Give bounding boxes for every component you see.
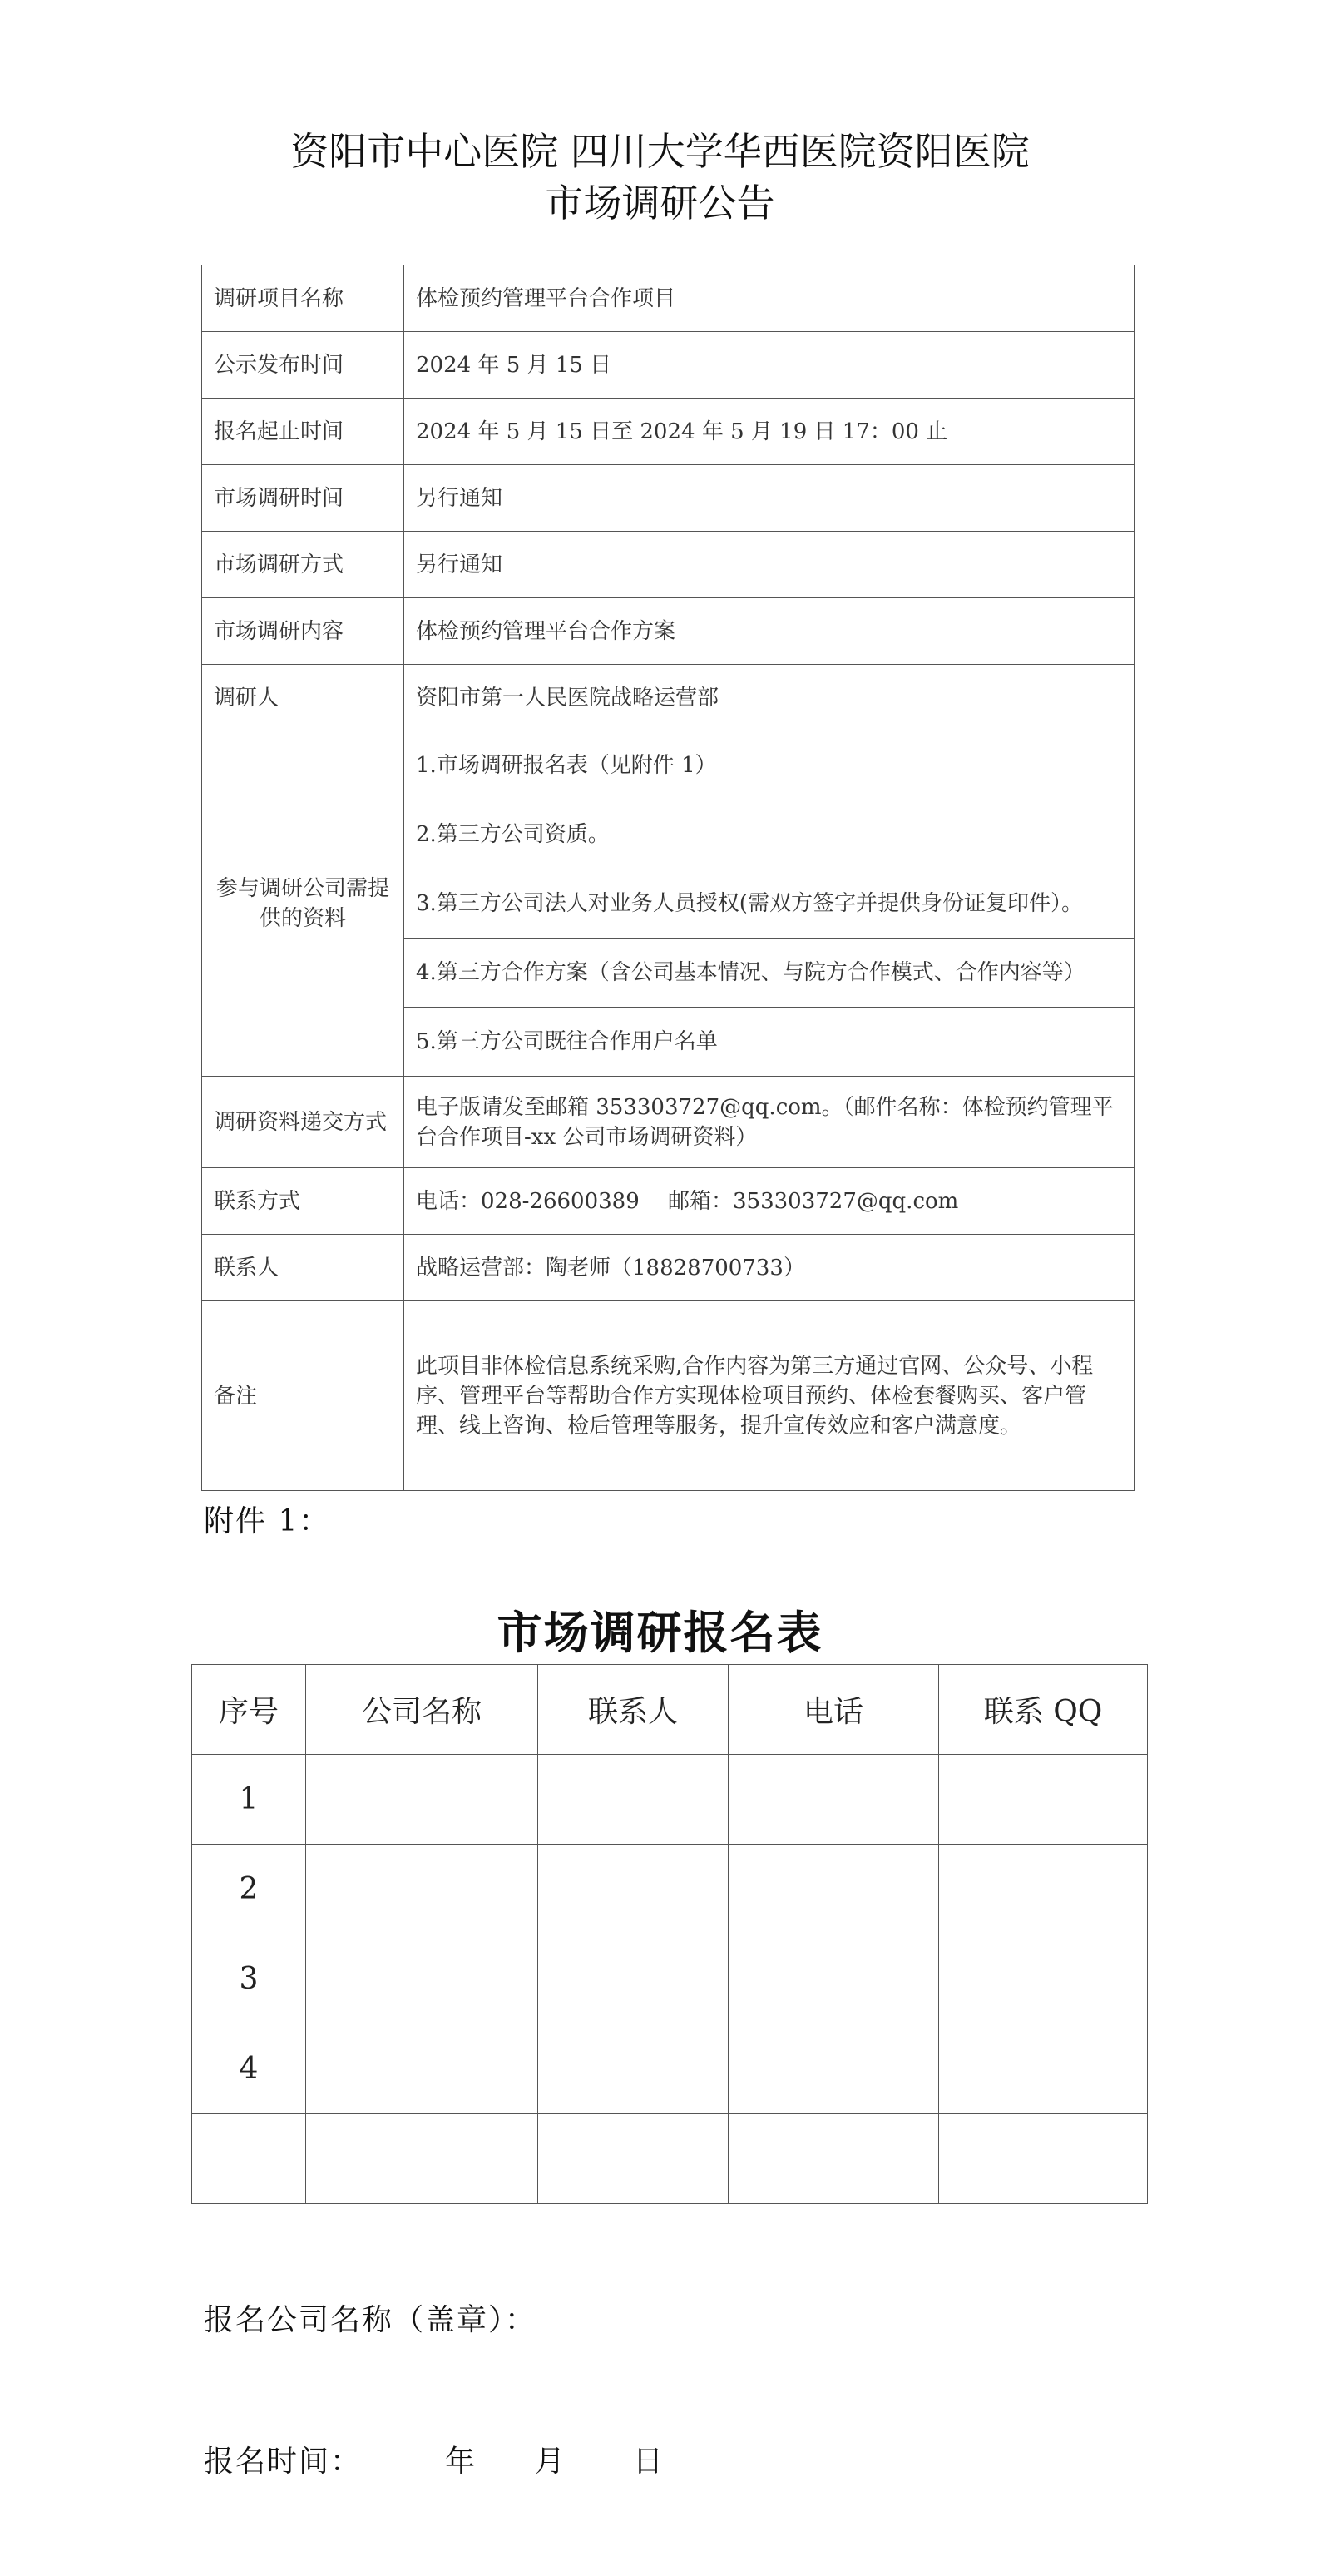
header-cell: 序号 <box>192 1665 306 1755</box>
info-value: 电话：028-26600389 邮箱：353303727@qq.com <box>404 1168 1135 1235</box>
form-header-row <box>192 1665 1148 1755</box>
registration-time-label: 报名时间： <box>204 2445 363 2479</box>
info-value: 资阳市第一人民医院战略运营部 <box>404 665 1135 731</box>
info-row <box>202 399 1135 465</box>
info-row <box>202 1235 1135 1301</box>
info-value: 体检预约管理平台合作项目 <box>404 265 1135 332</box>
materials-item: 1.市场调研报名表（见附件 1） <box>404 731 1135 800</box>
registration-form-table <box>191 1664 1148 2204</box>
row-number: 3 <box>192 1934 306 2024</box>
info-row <box>202 532 1135 598</box>
header-cell: 公司名称 <box>306 1665 538 1755</box>
info-key: 报名起止时间 <box>202 399 404 465</box>
registration-time-line <box>204 2438 665 2480</box>
empty-cell[interactable] <box>538 1934 729 2024</box>
empty-cell[interactable] <box>538 2024 729 2114</box>
table-row <box>192 2024 1148 2114</box>
info-row <box>202 465 1135 532</box>
info-key: 调研资料递交方式 <box>202 1077 404 1168</box>
form-title: 市场调研报名表 <box>497 1607 823 1659</box>
annex-label: 附件 1： <box>204 1504 331 1538</box>
header-cell: 联系 QQ <box>939 1665 1148 1755</box>
info-key: 联系人 <box>202 1235 404 1301</box>
info-row <box>202 665 1135 731</box>
day-label: 日 <box>633 2445 665 2479</box>
info-value: 电子版请发至邮箱 353303727@qq.com。（邮件名称：体检预约管理平台合作项目-xx 公司市场调研资料） <box>404 1077 1135 1168</box>
empty-cell[interactable] <box>538 1845 729 1934</box>
empty-cell[interactable] <box>729 1845 939 1934</box>
info-key: 调研项目名称 <box>202 265 404 332</box>
info-value: 另行通知 <box>404 532 1135 598</box>
materials-item: 2.第三方公司资质。 <box>404 800 1135 869</box>
empty-cell[interactable] <box>939 1755 1148 1845</box>
info-value: 体检预约管理平台合作方案 <box>404 598 1135 665</box>
empty-cell[interactable] <box>729 1755 939 1845</box>
info-key: 市场调研内容 <box>202 598 404 665</box>
row-number <box>192 2114 306 2204</box>
row-number: 4 <box>192 2024 306 2114</box>
info-value: 2024 年 5 月 15 日至 2024 年 5 月 19 日 17：00 止 <box>404 399 1135 465</box>
empty-cell[interactable] <box>729 2024 939 2114</box>
empty-cell[interactable] <box>939 1845 1148 1934</box>
info-key: 市场调研时间 <box>202 465 404 532</box>
table-row <box>192 1934 1148 2024</box>
info-value: 另行通知 <box>404 465 1135 532</box>
materials-item: 5.第三方公司既往合作用户名单 <box>404 1008 1135 1077</box>
info-row <box>202 265 1135 332</box>
table-row <box>192 1845 1148 1934</box>
info-key: 公示发布时间 <box>202 332 404 399</box>
empty-cell[interactable] <box>306 2024 538 2114</box>
info-key: 调研人 <box>202 665 404 731</box>
header-cell: 电话 <box>729 1665 939 1755</box>
document-subtitle: 市场调研公告 <box>545 181 775 225</box>
empty-cell[interactable] <box>939 2114 1148 2204</box>
materials-row <box>202 731 1135 800</box>
announcement-table <box>201 265 1135 1491</box>
empty-cell[interactable] <box>939 2024 1148 2114</box>
info-row <box>202 598 1135 665</box>
empty-cell[interactable] <box>306 1845 538 1934</box>
materials-item: 3.第三方公司法人对业务人员授权(需双方签字并提供身份证复印件）。 <box>404 869 1135 939</box>
info-row <box>202 1301 1135 1491</box>
empty-cell[interactable] <box>306 1934 538 2024</box>
materials-item: 4.第三方合作方案（含公司基本情况、与院方合作模式、合作内容等） <box>404 939 1135 1008</box>
empty-cell[interactable] <box>729 1934 939 2024</box>
empty-cell[interactable] <box>538 1755 729 1845</box>
remarks-value: 此项目非体检信息系统采购,合作内容为第三方通过官网、公众号、小程序、管理平台等帮助合作方实现体检项目预约、体检套餐购买、客户管理、线上咨询、检后管理等服务，提升宣传效应和客户满意度。 <box>404 1301 1135 1491</box>
empty-cell[interactable] <box>538 2114 729 2204</box>
empty-cell[interactable] <box>729 2114 939 2204</box>
info-row <box>202 1168 1135 1235</box>
info-row <box>202 1077 1135 1168</box>
info-key: 联系方式 <box>202 1168 404 1235</box>
info-key: 市场调研方式 <box>202 532 404 598</box>
empty-cell[interactable] <box>306 1755 538 1845</box>
info-value: 战略运营部：陶老师（18828700733） <box>404 1235 1135 1301</box>
header-cell: 联系人 <box>538 1665 729 1755</box>
table-row <box>192 2114 1148 2204</box>
row-number: 1 <box>192 1755 306 1845</box>
company-name-label: 报名公司名称（盖章）： <box>204 2303 537 2337</box>
info-key: 备注 <box>202 1301 404 1491</box>
row-number: 2 <box>192 1845 306 1934</box>
materials-key: 参与调研公司需提供的资料 <box>202 731 404 1077</box>
document-title: 资阳市中心医院 四川大学华西医院资阳医院 <box>290 129 1030 174</box>
table-row <box>192 1755 1148 1845</box>
info-row <box>202 332 1135 399</box>
empty-cell[interactable] <box>306 2114 538 2204</box>
year-label: 年 <box>445 2445 477 2479</box>
info-value: 2024 年 5 月 15 日 <box>404 332 1135 399</box>
empty-cell[interactable] <box>939 1934 1148 2024</box>
month-label: 月 <box>535 2445 567 2479</box>
